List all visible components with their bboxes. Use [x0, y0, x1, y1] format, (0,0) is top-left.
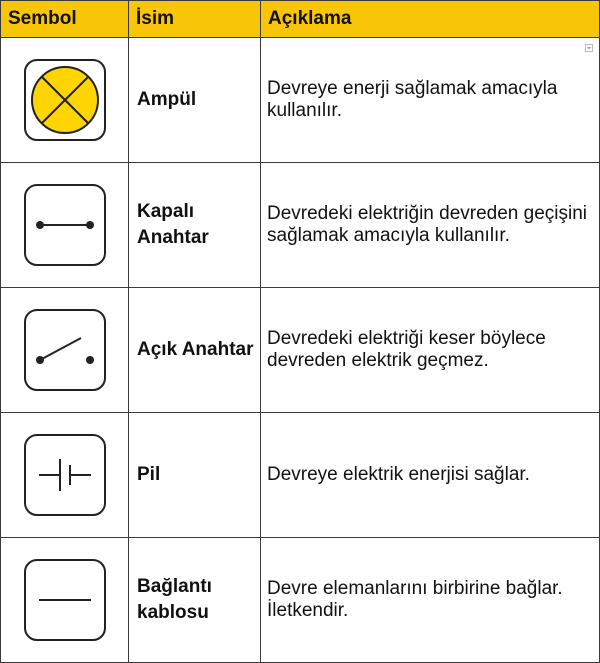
symbol-cell [1, 538, 129, 663]
symbol-cell [1, 288, 129, 413]
symbol-cell [1, 38, 129, 163]
description-cell: Devre elemanlarını birbirine bağlar. İletkendir. [261, 538, 600, 663]
table-row [1, 38, 600, 163]
dropdown-marker-icon [585, 44, 593, 52]
symbol-cell [1, 413, 129, 538]
battery-icon [23, 433, 107, 517]
symbol-cell [1, 163, 129, 288]
header-name: İsim [129, 1, 261, 38]
wire-icon [23, 558, 107, 642]
open-switch-icon [23, 308, 107, 392]
table-row [1, 163, 600, 288]
name-cell: Kapalı Anahtar [129, 163, 261, 288]
description-cell: Devreye elektrik enerjisi sağlar. [261, 413, 600, 538]
table-row [1, 288, 600, 413]
name-cell: Ampül [129, 38, 261, 163]
name-cell: Açık Anahtar [129, 288, 261, 413]
description-cell: Devredeki elektriğin devreden geçişini sağlamak amacıyla kullanılır. [261, 163, 600, 288]
description-cell: Devredeki elektriği keser böylece devreden elektrik geçmez. [261, 288, 600, 413]
table-row [1, 538, 600, 663]
name-cell: Pil [129, 413, 261, 538]
table-row [1, 413, 600, 538]
header-symbol: Sembol [1, 1, 129, 38]
header-row [1, 1, 600, 38]
description-cell: Devreye enerji sağlamak amacıyla kullanılır. [261, 38, 600, 163]
name-cell: Bağlantı kablosu [129, 538, 261, 663]
lamp-icon [23, 58, 107, 142]
closed-switch-icon [23, 183, 107, 267]
header-description: Açıklama [261, 1, 600, 38]
